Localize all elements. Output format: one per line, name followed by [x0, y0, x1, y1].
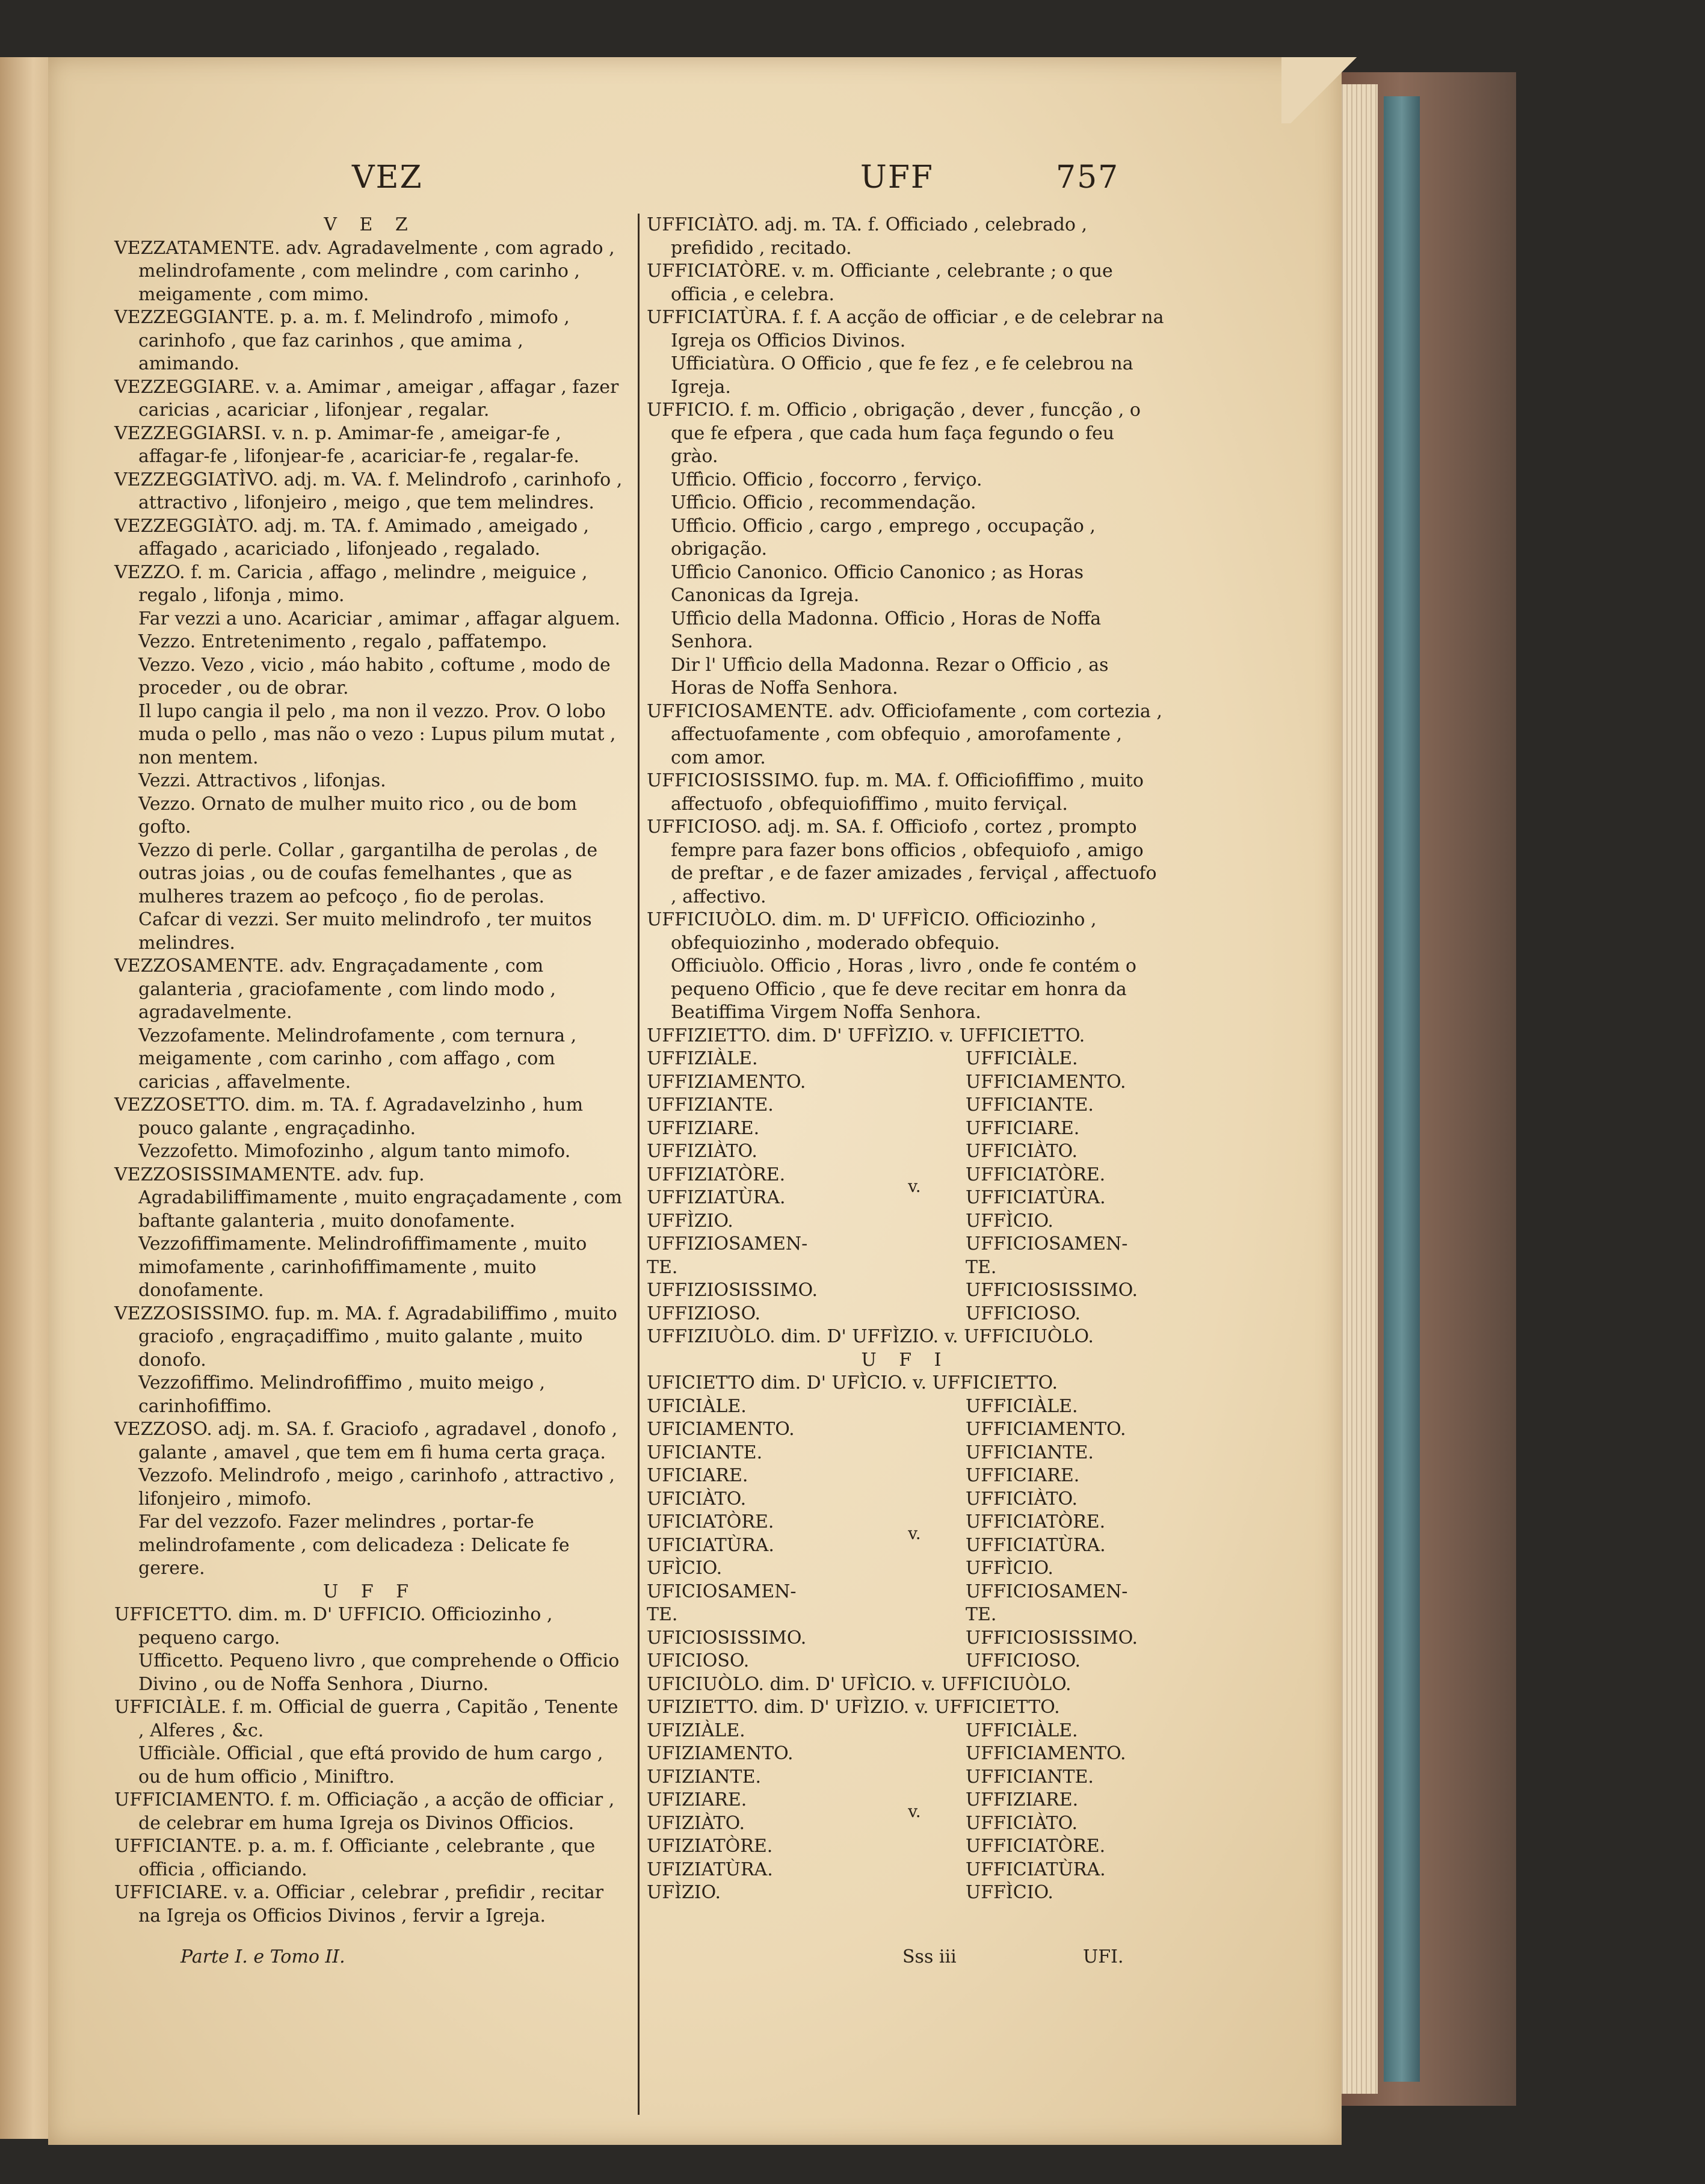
variant-form: UFFIZIOSAMEN- [647, 1233, 808, 1254]
sub-entry: Cafcar di vezzi. Ser muito melindrofo , ter muitos melindres. [138, 909, 592, 954]
standard-form: UFFICIOSISSIMO. [966, 1280, 1138, 1301]
dictionary-entry: VEZZOSISSIMAMENTE. adv. fup. Agradabiliffimamente , muito engraçadamente , com baftante galanteria , muito donofamente. [114, 1164, 622, 1232]
dictionary-entry: UFFICIOSAMENTE. adv. Officiofamente , com cortezia , affectuofamente , com obfequio , amorofamente , com amor. [647, 700, 1162, 768]
dictionary-entry: VEZZOSO. adj. m. SA. f. Graciofo , agradavel , donofo , galante , amavel , que tem em fi huma certa graça. [114, 1419, 618, 1463]
dictionary-entry: UFFICIATÒRE. v. m. Officiante , celebrante ; o que officia , e celebra. [647, 261, 1113, 305]
standard-form: UFFICIATÙRA. [966, 1187, 1106, 1208]
standard-form: UFFICIÀTO. [966, 1488, 1078, 1510]
variant-form: UFFIZIÀTO. [647, 1141, 757, 1162]
standard-form: UFFICIOSO. [966, 1303, 1081, 1324]
variant-form: UFIZIANTE. [647, 1766, 762, 1788]
sub-entry: Vezzofo. Melindrofo , meigo , carinhofo , attractivo , lifonjeiro , mimofo. [138, 1465, 615, 1510]
dictionary-entry: UFFICIAMENTO. f. m. Officiação , a acção de officiar , de celebrar em huma Igreja os Divinos Officios. [114, 1789, 615, 1834]
variant-form: UFFIZIÀLE. [647, 1048, 758, 1069]
variant-form: UFIZIARE. [647, 1789, 747, 1810]
dictionary-entry: UFFICETTO. dim. m. D' UFFICIO. Officiozinho , pequeno cargo. [114, 1604, 553, 1649]
variant-form: UFFIZIANTE. [647, 1094, 774, 1115]
variant-form: UFFIZIARE. [647, 1117, 760, 1139]
footer-volume: Parte I. e Tomo II. [180, 1946, 345, 1967]
standard-form: UFFICIÀTO. [966, 1812, 1078, 1834]
cross-reference-group [647, 1720, 1164, 1905]
dictionary-entry: VEZZOSAMENTE. adv. Engraçadamente , com galanteria , graciofamente , com lindo modo , agradavelmente. [114, 955, 556, 1023]
sub-entry: Ufficiàle. Official , que eftá provido de hum cargo , ou de hum officio , Miniftro. [138, 1743, 603, 1788]
facing-page-edge [0, 57, 48, 2139]
section-heading: V E Z [324, 214, 416, 235]
sub-entry: Vezzo. Ornato de mulher muito rico , ou de bom gofto. [138, 793, 578, 838]
standard-form: UFFICIANTE. [966, 1766, 1094, 1788]
variant-form: UFÌZIO. [647, 1882, 721, 1903]
standard-form: UFFICIATÙRA. [966, 1534, 1106, 1556]
section-heading: U F I [861, 1349, 950, 1371]
variant-form: UFICIOSISSIMO. [647, 1627, 807, 1649]
standard-form: UFFÌCIO. [966, 1558, 1053, 1579]
variant-form: UFIZIATÙRA. [647, 1859, 773, 1880]
variant-form: UFIZIÀTO. [647, 1812, 745, 1834]
sub-entry: Far vezzi a uno. Acariciar , amimar , affagar alguem. [138, 608, 621, 629]
dictionary-entry: UFFICIARE. v. a. Officiar , celebrar , prefidir , recitar na Igreja os Officios Divinos , fervir a Igreja. [114, 1882, 604, 1926]
folded-corner [1281, 57, 1366, 123]
variant-form: UFFIZIATÒRE. [647, 1164, 786, 1185]
dictionary-entry: UFFICIOSO. adj. m. SA. f. Officiofo , cortez , prompto fempre para fazer bons officios , obfequiofo , amigo de preftar , e de fazer amizades , ferviçal , affectuofo , affectivo. [647, 816, 1157, 907]
sub-entry: Ufficetto. Pequeno livro , que comprehende o Officio Divino , ou de Noffa Senhora , Diurno. [138, 1650, 620, 1695]
variant-form: UFIZIÀLE. [647, 1720, 745, 1741]
sub-entry: Uffìcio Canonico. Officio Canonico ; as Horas Canonicas da Igreja. [671, 561, 1084, 606]
sub-entry: Vezzofamente. Melindrofamente , com ternura , meigamente , com carinho , com affago , com caricias , affavelmente. [138, 1025, 577, 1093]
standard-form: UFFÌCIO. [966, 1210, 1053, 1232]
sub-entry: Ufficiatùra. O Officio , que fe fez , e fe celebrou na Igreja. [671, 353, 1133, 398]
dictionary-entry: UFFICIANTE. p. a. m. f. Officiante , celebrante , que officia , officiando. [114, 1836, 596, 1880]
dictionary-entry: VEZZO. f. m. Caricia , affago , melindre , meiguice , regalo , lifonja , mimo. [114, 561, 588, 606]
standard-form: UFFICIÀLE. [966, 1395, 1078, 1417]
running-head-left: VEZ [352, 159, 423, 196]
standard-form: UFFICIOSAMEN- [966, 1581, 1128, 1602]
standard-form: TE. [966, 1256, 997, 1278]
standard-form: UFFICIATÒRE. [966, 1836, 1106, 1857]
variant-form: UFFIZIOSISSIMO. [647, 1280, 818, 1301]
dictionary-entry: VEZZEGGIARSI. v. n. p. Amimar-fe , ameigar-fe , affagar-fe , lifonjear-fe , acariciar-fe , regalar-fe. [114, 422, 579, 467]
standard-form: TE. [966, 1604, 997, 1625]
dictionary-entry: UFICIETTO dim. D' UFÌCIO. v. UFFICIETTO. [647, 1372, 1058, 1393]
standard-form: UFFICIANTE. [966, 1094, 1094, 1115]
variant-form: UFICIOSAMEN- [647, 1581, 797, 1602]
standard-form: UFFICIAMENTO. [966, 1743, 1126, 1764]
variant-form: UFICIATÙRA. [647, 1534, 774, 1556]
standard-form: UFFICIARE. [966, 1117, 1080, 1139]
variant-form: UFICIÀTO. [647, 1488, 747, 1510]
column-rule [638, 214, 640, 2115]
variant-form: TE. [647, 1256, 678, 1278]
dictionary-entry: VEZZEGGIÀTO. adj. m. TA. f. Amimado , ameigado , affagado , acariciado , lifonjeado , regalado. [114, 515, 590, 560]
sub-entry: Vezzofiffimamente. Melindrofiffimamente , muito mimofamente , carinhofiffimamente , muito donofamente. [138, 1233, 587, 1301]
dictionary-entry: UFFICIATÙRA. f. f. A acção de officiar , e de celebrar na Igreja os Officios Divinos. [647, 307, 1164, 351]
variant-form: UFICIARE. [647, 1465, 748, 1486]
variant-form: UFIZIAMENTO. [647, 1743, 794, 1764]
sub-entry: Far del vezzofo. Fazer melindres , portar-fe melindrofamente , com delicadeza : Delicate fe gerere. [138, 1511, 570, 1579]
sub-entry: Il lupo cangia il pelo , ma non il vezzo. Prov. O lobo muda o pello , mas não o vezo : Lupus pilum mutat , non mentem. [138, 700, 616, 768]
sub-entry: Vezzo di perle. Collar , gargantilha de perolas , de outras joias , ou de coufas femelhantes , que as mulheres trazem ao pefcoço , fio de perolas. [138, 839, 598, 907]
left-column [114, 214, 626, 1928]
section-heading: U F F [323, 1581, 417, 1602]
footer-catchword: UFI. [1083, 1946, 1124, 1967]
dictionary-entry: VEZZOSETTO. dim. m. TA. f. Agradavelzinho , hum pouco galante , engraçadinho. [114, 1094, 584, 1139]
standard-form: UFFICIAMENTO. [966, 1419, 1126, 1440]
standard-form: UFFICIÀTO. [966, 1141, 1078, 1162]
variant-form: UFÌCIO. [647, 1558, 723, 1579]
sub-entry: Uffìcio della Madonna. Officio , Horas de Noffa Senhora. [671, 608, 1102, 652]
variant-form: UFIZIATÒRE. [647, 1836, 773, 1857]
sub-entry: Uffìcio. Officio , foccorro , ferviço. [671, 469, 982, 490]
dictionary-entry: VEZZEGGIATÌVO. adj. m. VA. f. Melindrofo , carinhofo , attractivo , lifonjeiro , meigo , que tem melindres. [114, 469, 623, 513]
standard-form: UFFÌCIO. [966, 1882, 1053, 1903]
right-column [647, 214, 1164, 1905]
dictionary-entry: VEZZEGGIARE. v. a. Amimar , ameigar , affagar , fazer caricias , acariciar , lifonjear , regalar. [114, 376, 619, 421]
cover-strip [1384, 96, 1420, 2082]
dictionary-entry: VEZZEGGIANTE. p. a. m. f. Melindrofo , mimofo , carinhofo , que faz carinhos , que amima , amimando. [114, 307, 570, 374]
dictionary-entry: UFFICIOSISSIMO. fup. m. MA. f. Officiofiffimo , muito affectuofo , obfequiofiffimo , muito ferviçal. [647, 770, 1144, 815]
standard-form: UFFICIOSISSIMO. [966, 1627, 1138, 1649]
dictionary-entry: UFICIUÒLO. dim. D' UFÌCIO. v. UFFICIUÒLO. [647, 1673, 1071, 1695]
sub-entry: Vezzofetto. Mimofozinho , algum tanto mimofo. [138, 1141, 571, 1162]
dictionary-entry: UFFICIÀLE. f. m. Official de guerra , Capitão , Tenente , Alferes , &c. [114, 1697, 618, 1741]
vide-label: v. [908, 1176, 921, 1196]
standard-form: UFFICIÀLE. [966, 1048, 1078, 1069]
variant-form: UFFIZIOSO. [647, 1303, 760, 1324]
standard-form: UFFICIÀLE. [966, 1720, 1078, 1741]
cross-reference-group [647, 1047, 1164, 1325]
variant-form: UFFIZIAMENTO. [647, 1071, 806, 1093]
variant-form: UFICIATÒRE. [647, 1511, 774, 1532]
variant-form: UFICIOSO. [647, 1650, 750, 1671]
variant-form: UFICIAMENTO. [647, 1419, 795, 1440]
sub-entry: Vezzi. Attractivos , lifonjas. [138, 770, 386, 791]
standard-form: UFFICIATÒRE. [966, 1511, 1106, 1532]
cross-reference-group [647, 1395, 1164, 1673]
variant-form: UFFIZIATÙRA. [647, 1187, 786, 1208]
sub-entry: Uffìcio. Officio , cargo , emprego , occupação , obrigação. [671, 515, 1096, 560]
standard-form: UFFICIAMENTO. [966, 1071, 1126, 1093]
dictionary-entry: UFFICIÀTO. adj. m. TA. f. Officiado , celebrado , prefidido , recitado. [647, 214, 1088, 259]
standard-form: UFFIZIARE. [966, 1789, 1079, 1810]
dictionary-entry: UFFICIO. f. m. Officio , obrigação , dever , funcção , o que fe efpera , que cada hum faça fegundo o feu grào. [647, 399, 1141, 467]
dictionary-entry: UFFICIUÒLO. dim. m. D' UFFÌCIO. Officiozinho , obfequiozinho , moderado obfequio. [647, 909, 1097, 954]
standard-form: UFFICIATÙRA. [966, 1859, 1106, 1880]
variant-form: UFICIANTE. [647, 1442, 763, 1463]
sub-entry: Dir l' Uffìcio della Madonna. Rezar o Officio , as Horas de Noffa Senhora. [671, 654, 1109, 699]
dictionary-entry: UFFIZIETTO. dim. D' UFFÌZIO. v. UFFICIETTO. [647, 1025, 1085, 1046]
standard-form: UFFICIOSAMEN- [966, 1233, 1128, 1254]
variant-form: TE. [647, 1604, 678, 1625]
standard-form: UFFICIARE. [966, 1465, 1080, 1486]
dictionary-entry: UFIZIETTO. dim. D' UFÌZIO. v. UFFICIETTO. [647, 1697, 1060, 1718]
dictionary-entry: VEZZOSISSIMO. fup. m. MA. f. Agradabiliffimo , muito graciofo , engraçadiffimo , muito galante , muito donofo. [114, 1303, 617, 1371]
sub-entry: Uffìcio. Officio , recommendação. [671, 492, 976, 513]
variant-form: UFFÌZIO. [647, 1210, 733, 1232]
sub-entry: Vezzo. Vezo , vicio , máo habito , coftume , modo de proceder , ou de obrar. [138, 654, 611, 699]
dictionary-entry: UFFIZIUÒLO. dim. D' UFFÌZIO. v. UFFICIUÒLO. [647, 1326, 1094, 1347]
sub-entry: Vezzofiffimo. Melindrofiffimo , muito meigo , carinhofiffimo. [138, 1372, 546, 1417]
standard-form: UFFICIOSO. [966, 1650, 1081, 1671]
footer-signature: Sss iii [902, 1946, 957, 1967]
standard-form: UFFICIANTE. [966, 1442, 1094, 1463]
running-head-center: UFF [860, 159, 934, 196]
dictionary-entry: VEZZATAMENTE. adv. Agradavelmente , com agrado , melindrofamente , com melindre , com carinho , meigamente , com mimo. [114, 237, 615, 305]
sub-entry: Officiuòlo. Officio , Horas , livro , onde fe contém o pequeno Officio , que fe deve recitar em honra da Beatiffima Virgem Noffa Senhora. [671, 955, 1136, 1023]
vide-label: v. [908, 1801, 921, 1822]
vide-label: v. [908, 1523, 921, 1544]
variant-form: UFICIÀLE. [647, 1395, 747, 1417]
page-number: 757 [1056, 159, 1120, 196]
standard-form: UFFICIATÒRE. [966, 1164, 1106, 1185]
sub-entry: Vezzo. Entretenimento , regalo , paffatempo. [138, 631, 547, 652]
